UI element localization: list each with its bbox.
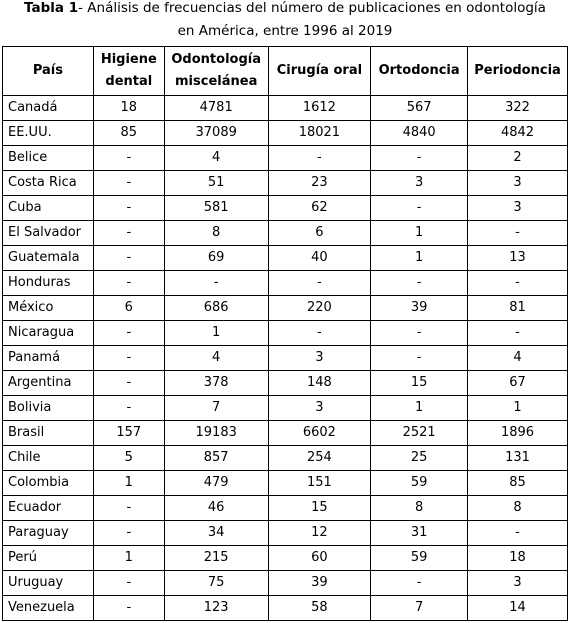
value-cell: -	[93, 596, 164, 621]
country-cell: México	[3, 296, 94, 321]
value-cell: 151	[268, 471, 371, 496]
value-cell: 1896	[468, 421, 568, 446]
value-cell: 3	[371, 171, 468, 196]
country-cell: Argentina	[3, 371, 94, 396]
value-cell: -	[164, 271, 268, 296]
value-cell: -	[371, 346, 468, 371]
country-cell: Nicaragua	[3, 321, 94, 346]
value-cell: -	[371, 146, 468, 171]
header-row	[3, 47, 568, 96]
country-cell: El Salvador	[3, 221, 94, 246]
value-cell: 7	[164, 396, 268, 421]
header-text: Odontología	[171, 52, 261, 67]
value-cell: 1	[468, 396, 568, 421]
value-cell: 3	[468, 571, 568, 596]
country-cell: Perú	[3, 546, 94, 571]
table-row	[3, 96, 568, 121]
table-row	[3, 471, 568, 496]
value-cell: 18	[468, 546, 568, 571]
value-cell: 5	[93, 446, 164, 471]
table-row	[3, 296, 568, 321]
value-cell: 7	[371, 596, 468, 621]
table-row	[3, 271, 568, 296]
country-cell: Honduras	[3, 271, 94, 296]
value-cell: -	[93, 196, 164, 221]
table-row	[3, 121, 568, 146]
table-row	[3, 221, 568, 246]
value-cell: 81	[468, 296, 568, 321]
header-text: Periodoncia	[474, 63, 561, 78]
header-odontologia-miscelanea	[164, 47, 268, 96]
country-cell: Venezuela	[3, 596, 94, 621]
frequency-table	[2, 46, 568, 621]
value-cell: 6	[268, 221, 371, 246]
value-cell: 1	[371, 396, 468, 421]
table-row	[3, 371, 568, 396]
value-cell: 34	[164, 521, 268, 546]
value-cell: 4842	[468, 121, 568, 146]
value-cell: -	[268, 321, 371, 346]
country-cell: Canadá	[3, 96, 94, 121]
value-cell: -	[93, 521, 164, 546]
value-cell: 51	[164, 171, 268, 196]
header-text: Ortodoncia	[378, 63, 460, 78]
table-row	[3, 596, 568, 621]
value-cell: 18	[93, 96, 164, 121]
value-cell: -	[468, 221, 568, 246]
table-row	[3, 421, 568, 446]
value-cell: -	[371, 571, 468, 596]
value-cell: 479	[164, 471, 268, 496]
header-text: miscelánea	[175, 74, 258, 89]
value-cell: 2521	[371, 421, 468, 446]
table-row	[3, 571, 568, 596]
country-cell: Chile	[3, 446, 94, 471]
value-cell: 13	[468, 246, 568, 271]
value-cell: 46	[164, 496, 268, 521]
country-cell: Paraguay	[3, 521, 94, 546]
table-row	[3, 146, 568, 171]
header-pais	[3, 47, 94, 96]
value-cell: 69	[164, 246, 268, 271]
value-cell: -	[468, 271, 568, 296]
country-cell: EE.UU.	[3, 121, 94, 146]
value-cell: -	[93, 396, 164, 421]
country-cell: Ecuador	[3, 496, 94, 521]
value-cell: 378	[164, 371, 268, 396]
value-cell: 1	[93, 471, 164, 496]
value-cell: -	[93, 321, 164, 346]
table-row	[3, 396, 568, 421]
value-cell: 59	[371, 546, 468, 571]
value-cell: -	[468, 321, 568, 346]
value-cell: 567	[371, 96, 468, 121]
country-cell: Belice	[3, 146, 94, 171]
value-cell: 6602	[268, 421, 371, 446]
header-text: País	[32, 63, 64, 78]
caption-line-1	[0, 0, 570, 23]
value-cell: -	[93, 571, 164, 596]
header-higiene-dental	[93, 47, 164, 96]
value-cell: 4	[164, 346, 268, 371]
value-cell: -	[93, 171, 164, 196]
value-cell: 4	[164, 146, 268, 171]
value-cell: 67	[468, 371, 568, 396]
value-cell: 39	[268, 571, 371, 596]
value-cell: 40	[268, 246, 371, 271]
table-row	[3, 196, 568, 221]
value-cell: 322	[468, 96, 568, 121]
value-cell: 75	[164, 571, 268, 596]
header-periodoncia	[468, 47, 568, 96]
value-cell: 857	[164, 446, 268, 471]
value-cell: 581	[164, 196, 268, 221]
value-cell: -	[468, 521, 568, 546]
value-cell: 39	[371, 296, 468, 321]
value-cell: 85	[468, 471, 568, 496]
country-cell: Panamá	[3, 346, 94, 371]
value-cell: 4840	[371, 121, 468, 146]
header-cirugia-oral	[268, 47, 371, 96]
country-cell: Guatemala	[3, 246, 94, 271]
header-text: Higiene	[100, 52, 157, 67]
value-cell: 4781	[164, 96, 268, 121]
value-cell: 19183	[164, 421, 268, 446]
table-row	[3, 496, 568, 521]
value-cell: 3	[268, 396, 371, 421]
value-cell: 148	[268, 371, 371, 396]
country-cell: Costa Rica	[3, 171, 94, 196]
value-cell: 1	[371, 221, 468, 246]
header-text: Cirugía oral	[276, 63, 363, 78]
value-cell: 1	[93, 546, 164, 571]
value-cell: 8	[468, 496, 568, 521]
value-cell: 4	[468, 346, 568, 371]
country-cell: Cuba	[3, 196, 94, 221]
value-cell: 215	[164, 546, 268, 571]
value-cell: 123	[164, 596, 268, 621]
caption-line-2: en América, entre 1996 al 2019	[177, 23, 393, 39]
value-cell: 3	[468, 196, 568, 221]
value-cell: -	[93, 496, 164, 521]
value-cell: 58	[268, 596, 371, 621]
table-row	[3, 346, 568, 371]
table-row	[3, 546, 568, 571]
country-cell: Bolivia	[3, 396, 94, 421]
table-header	[3, 47, 568, 96]
value-cell: 254	[268, 446, 371, 471]
value-cell: 6	[93, 296, 164, 321]
header-text: dental	[105, 74, 153, 89]
value-cell: 131	[468, 446, 568, 471]
table-row	[3, 521, 568, 546]
table-row	[3, 321, 568, 346]
value-cell: 12	[268, 521, 371, 546]
table-caption	[0, 0, 570, 46]
value-cell: 15	[268, 496, 371, 521]
value-cell: -	[93, 246, 164, 271]
value-cell: -	[93, 221, 164, 246]
table-row	[3, 171, 568, 196]
value-cell: 14	[468, 596, 568, 621]
value-cell: -	[93, 146, 164, 171]
value-cell: 1	[164, 321, 268, 346]
value-cell: -	[93, 371, 164, 396]
value-cell: 18021	[268, 121, 371, 146]
value-cell: 157	[93, 421, 164, 446]
header-ortodoncia	[371, 47, 468, 96]
value-cell: 3	[268, 346, 371, 371]
value-cell: 23	[268, 171, 371, 196]
value-cell: -	[268, 271, 371, 296]
value-cell: 8	[164, 221, 268, 246]
value-cell: 220	[268, 296, 371, 321]
value-cell: 31	[371, 521, 468, 546]
value-cell: 85	[93, 121, 164, 146]
value-cell: -	[371, 196, 468, 221]
value-cell: 62	[268, 196, 371, 221]
value-cell: 15	[371, 371, 468, 396]
value-cell: -	[93, 346, 164, 371]
value-cell: 37089	[164, 121, 268, 146]
country-cell: Brasil	[3, 421, 94, 446]
table-body	[3, 96, 568, 621]
country-cell: Uruguay	[3, 571, 94, 596]
table-row	[3, 246, 568, 271]
country-cell: Colombia	[3, 471, 94, 496]
caption-text-1: - Análisis de frecuencias del número de publicaciones en odontología	[78, 0, 546, 16]
value-cell: 59	[371, 471, 468, 496]
caption-label: Tabla 1	[24, 0, 79, 16]
value-cell: 25	[371, 446, 468, 471]
value-cell: -	[268, 146, 371, 171]
value-cell: 2	[468, 146, 568, 171]
value-cell: 1	[371, 246, 468, 271]
value-cell: 1612	[268, 96, 371, 121]
value-cell: -	[371, 271, 468, 296]
value-cell: 8	[371, 496, 468, 521]
value-cell: 3	[468, 171, 568, 196]
value-cell: -	[93, 271, 164, 296]
value-cell: 60	[268, 546, 371, 571]
value-cell: -	[371, 321, 468, 346]
value-cell: 686	[164, 296, 268, 321]
table-row	[3, 446, 568, 471]
